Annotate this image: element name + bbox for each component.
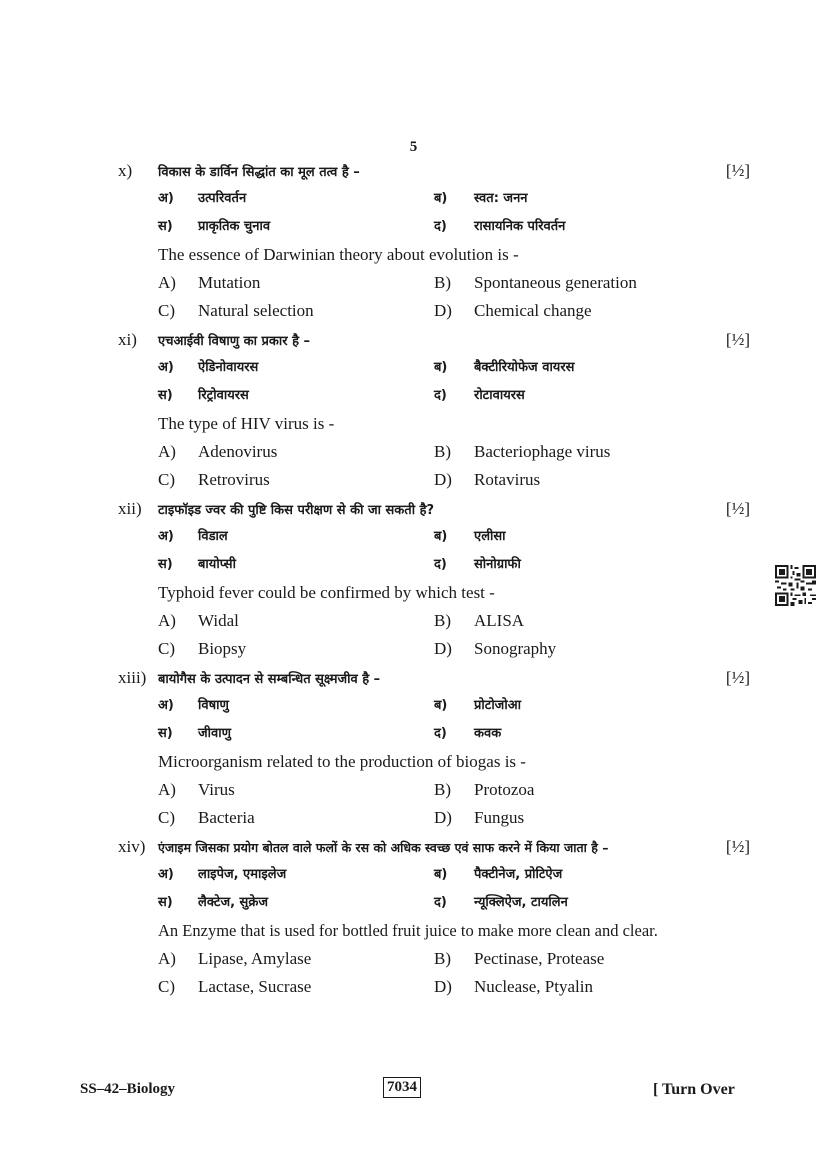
option-text: Bacteria	[198, 808, 255, 827]
option-text: Mutation	[198, 273, 261, 292]
option-key: D)	[434, 470, 452, 489]
option-key: अ)	[158, 867, 174, 882]
option-d-hindi	[434, 382, 750, 410]
option-b-hindi	[434, 354, 750, 382]
option-text: Chemical change	[474, 301, 592, 320]
option-text: Pectinase, Protease	[474, 949, 605, 968]
question-header	[118, 156, 750, 185]
question-xiv	[118, 832, 750, 1001]
option-key: C)	[158, 639, 175, 658]
option-a-hindi	[158, 692, 434, 720]
option-key: अ)	[158, 529, 174, 544]
option-text: Adenovirus	[198, 442, 278, 461]
option-text: विडाल	[198, 529, 228, 544]
question-header	[118, 663, 750, 692]
option-c-hindi	[158, 213, 434, 241]
question-number: xi)	[118, 330, 137, 349]
english-options-row	[118, 607, 750, 635]
english-options-row	[118, 776, 750, 804]
option-key: ब)	[434, 360, 448, 375]
option-key: D)	[434, 977, 452, 996]
option-text: Fungus	[474, 808, 525, 827]
option-text: Lipase, Amylase	[198, 949, 312, 968]
option-key: C)	[158, 301, 175, 320]
hindi-options-row	[118, 523, 750, 551]
option-text: लाइपेज, एमाइलेज	[198, 867, 287, 882]
option-a-english	[158, 776, 434, 804]
option-key: ब)	[434, 698, 448, 713]
question-text-english: Microorganism related to the production of biogas is -	[158, 752, 526, 771]
hindi-options-row	[118, 861, 750, 889]
option-a-english	[158, 438, 434, 466]
option-key: ब)	[434, 529, 448, 544]
option-text: ऐडिनोवायरस	[198, 360, 259, 375]
option-key: A)	[158, 780, 176, 799]
option-text: Spontaneous generation	[474, 273, 637, 292]
hindi-options-row	[118, 213, 750, 241]
option-text: न्यूक्लिऐज, टायलिन	[474, 895, 568, 910]
option-text: बायोप्सी	[198, 557, 236, 572]
option-b-hindi	[434, 861, 750, 889]
option-key: अ)	[158, 191, 174, 206]
option-key: ब)	[434, 867, 448, 882]
option-d-hindi	[434, 889, 750, 917]
option-b-hindi	[434, 185, 750, 213]
option-text: Protozoa	[474, 780, 535, 799]
english-options-row	[118, 466, 750, 494]
turn-over-label: [ Turn Over	[653, 1081, 735, 1098]
question-list	[118, 156, 750, 1001]
option-text: बैक्टीरियोफेज वायरस	[474, 360, 575, 375]
option-key: B)	[434, 442, 451, 461]
option-key: C)	[158, 808, 175, 827]
question-header	[118, 325, 750, 354]
option-a-hindi	[158, 354, 434, 382]
qr-code-icon	[775, 565, 816, 606]
option-text: रासायनिक परिवर्तन	[474, 219, 566, 234]
option-key: A)	[158, 442, 176, 461]
option-c-hindi	[158, 720, 434, 748]
question-number: xii)	[118, 499, 142, 518]
question-xi	[118, 325, 750, 494]
option-key: D)	[434, 808, 452, 827]
hindi-options-row	[118, 692, 750, 720]
option-b-hindi	[434, 523, 750, 551]
option-d-hindi	[434, 720, 750, 748]
option-d-english	[434, 973, 750, 1001]
question-x	[118, 156, 750, 325]
english-options-row	[118, 297, 750, 325]
option-key: स)	[158, 895, 173, 910]
option-text: उत्परिवर्तन	[198, 191, 247, 206]
english-options-row	[118, 438, 750, 466]
option-key: ब)	[434, 191, 448, 206]
option-a-english	[158, 945, 434, 973]
question-marks: [½]	[725, 330, 750, 349]
option-text: प्रोटोजोआ	[474, 698, 521, 713]
option-key: द)	[434, 726, 447, 741]
option-key: द)	[434, 557, 447, 572]
option-text: Retrovirus	[198, 470, 270, 489]
option-c-english	[158, 297, 434, 325]
option-key: D)	[434, 301, 452, 320]
option-key: स)	[158, 388, 173, 403]
option-text: ALISA	[474, 611, 525, 630]
english-options-row	[118, 804, 750, 832]
option-text: Biopsy	[198, 639, 247, 658]
option-a-english	[158, 269, 434, 297]
option-c-hindi	[158, 551, 434, 579]
option-key: B)	[434, 611, 451, 630]
option-a-hindi	[158, 861, 434, 889]
option-text: रोटावायरस	[474, 388, 525, 403]
question-number: xiii)	[118, 668, 147, 687]
option-b-english	[434, 945, 750, 973]
english-options-row	[118, 269, 750, 297]
option-c-english	[158, 804, 434, 832]
question-text-english: The essence of Darwinian theory about evolution is -	[158, 245, 519, 264]
option-b-english	[434, 269, 750, 297]
question-number: xiv)	[118, 837, 146, 856]
option-text: सोनोग्राफी	[474, 557, 521, 572]
option-key: द)	[434, 895, 447, 910]
question-marks: [½]	[725, 499, 750, 518]
option-key: B)	[434, 780, 451, 799]
hindi-options-row	[118, 185, 750, 213]
hindi-options-row	[118, 551, 750, 579]
option-text: Nuclease, Ptyalin	[474, 977, 593, 996]
option-text: Virus	[198, 780, 235, 799]
paper-code: SS–42–Biology	[80, 1081, 176, 1097]
question-xii	[118, 494, 750, 663]
hindi-options-row	[118, 382, 750, 410]
option-a-hindi	[158, 523, 434, 551]
english-options-row	[118, 945, 750, 973]
option-b-english	[434, 607, 750, 635]
option-text: प्राकृतिक चुनाव	[198, 219, 271, 234]
hindi-options-row	[118, 889, 750, 917]
page-code: 7034	[383, 1077, 421, 1098]
page-number: 5	[409, 139, 418, 155]
option-key: B)	[434, 949, 451, 968]
option-text: Widal	[198, 611, 239, 630]
option-d-english	[434, 804, 750, 832]
question-text-hindi: विकास के डार्विन सिद्धांत का मूल तत्व है –	[158, 165, 360, 180]
option-d-hindi	[434, 551, 750, 579]
option-key: C)	[158, 977, 175, 996]
option-text: Natural selection	[198, 301, 314, 320]
question-number: x)	[118, 161, 133, 180]
option-key: C)	[158, 470, 175, 489]
question-text-english: Typhoid fever could be confirmed by which test -	[158, 583, 495, 602]
option-d-english	[434, 297, 750, 325]
option-d-english	[434, 466, 750, 494]
question-text-hindi: टाइफॉइड ज्वर की पुष्टि किस परीक्षण से की जा सकती है?	[158, 503, 435, 518]
option-text: कवक	[474, 726, 502, 741]
english-options-row	[118, 973, 750, 1001]
question-marks: [½]	[725, 837, 750, 856]
option-text: एलीसा	[474, 529, 506, 544]
option-b-hindi	[434, 692, 750, 720]
option-text: Rotavirus	[474, 470, 541, 489]
option-text: रिट्रोवायरस	[198, 388, 249, 403]
question-xiii	[118, 663, 750, 832]
question-text-hindi: बायोगैस के उत्पादन से सम्बन्धित सूक्ष्मजीव है –	[158, 672, 381, 687]
option-key: अ)	[158, 698, 174, 713]
option-text: Lactase, Sucrase	[198, 977, 312, 996]
question-text-english: The type of HIV virus is -	[158, 414, 335, 433]
option-d-english	[434, 635, 750, 663]
question-header	[118, 832, 750, 861]
option-text: स्वत: जनन	[474, 191, 528, 206]
option-d-hindi	[434, 213, 750, 241]
option-a-hindi	[158, 185, 434, 213]
option-text: विषाणु	[198, 698, 229, 713]
option-key: स)	[158, 219, 173, 234]
question-marks: [½]	[725, 161, 750, 180]
option-key: द)	[434, 388, 447, 403]
option-c-english	[158, 466, 434, 494]
option-key: A)	[158, 273, 176, 292]
option-text: जीवाणु	[198, 726, 232, 741]
option-text: Bacteriophage virus	[474, 442, 611, 461]
hindi-options-row	[118, 720, 750, 748]
hindi-options-row	[118, 354, 750, 382]
option-c-english	[158, 635, 434, 663]
option-text: लैक्टेज, सुक्रेज	[198, 895, 268, 910]
option-key: D)	[434, 639, 452, 658]
option-b-english	[434, 438, 750, 466]
option-text: पैक्टीनेज, प्रोटिऐज	[474, 867, 563, 882]
option-key: अ)	[158, 360, 174, 375]
question-text-english: An Enzyme that is used for bottled fruit juice to make more clean and clear.	[158, 921, 658, 940]
option-key: B)	[434, 273, 451, 292]
option-key: A)	[158, 611, 176, 630]
english-options-row	[118, 635, 750, 663]
option-a-english	[158, 607, 434, 635]
option-key: द)	[434, 219, 447, 234]
question-text-hindi: एंजाइम जिसका प्रयोग बोतल वाले फलों के रस को अधिक स्वच्छ एवं साफ करने में किया जाता है –	[158, 840, 609, 855]
option-key: स)	[158, 557, 173, 572]
option-key: स)	[158, 726, 173, 741]
question-header	[118, 494, 750, 523]
option-c-hindi	[158, 889, 434, 917]
option-text: Sonography	[474, 639, 557, 658]
option-key: A)	[158, 949, 176, 968]
option-c-english	[158, 973, 434, 1001]
option-c-hindi	[158, 382, 434, 410]
question-marks: [½]	[725, 668, 750, 687]
option-b-english	[434, 776, 750, 804]
question-text-hindi: एचआईवी विषाणु का प्रकार है –	[158, 334, 311, 349]
